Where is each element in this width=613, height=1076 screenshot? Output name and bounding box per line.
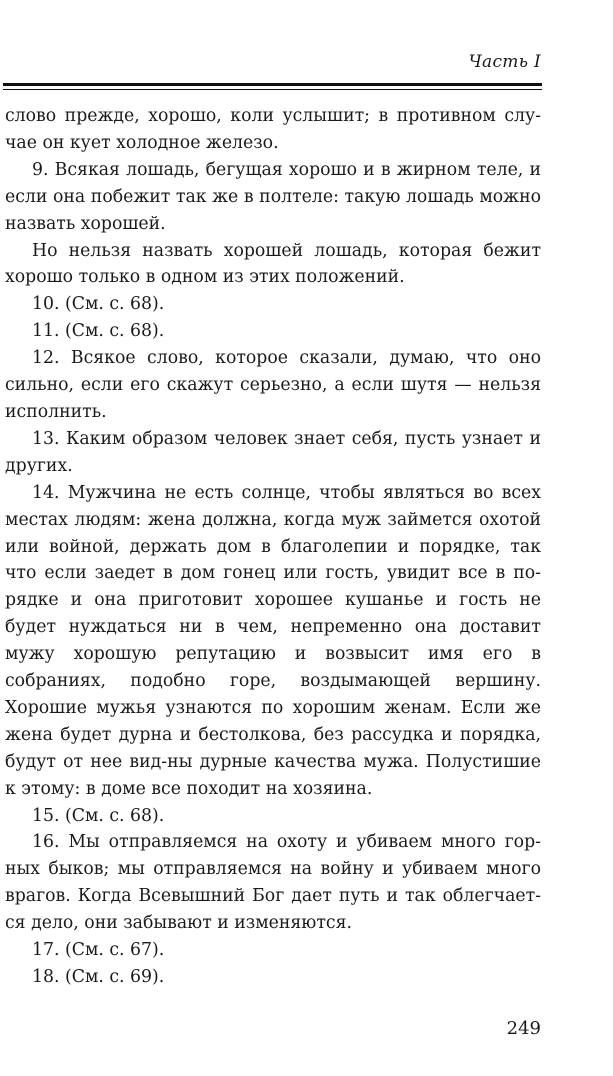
header-rule-thick [3, 83, 542, 86]
paragraph-item-15: 15. (См. с. 68). [32, 805, 165, 826]
paragraph-item-12: 12. Всякое слово, которое сказали, думаю, что оно сильно, если его скажут серьезно, а если шутя — нельзя исполнить. [5, 348, 541, 422]
page-number: 249 [506, 1018, 541, 1039]
paragraph-item-10: 10. (См. с. 68). [32, 294, 165, 315]
paragraph-item-9: 9. Всякая лошадь, бегущая хорошо и в жирном теле, и если она побежит так же в полтеле: такую лошадь можно назвать хорошей. [5, 159, 541, 234]
paragraph-item-13: 13. Каким образом человек знает себя, пусть узнает и других. [5, 428, 541, 476]
paragraph-item-16: 16. Мы отправляемся на охоту и убиваем много гор-ных быков; мы отправляемся на войну и убиваем много врагов. Когда Всевышний Бог дает путь и так облегчает-ся дело, они забывают и изменяются. [5, 832, 541, 934]
paragraph-item-11: 11. (См. с. 68). [32, 321, 165, 342]
header-rule-thin [3, 89, 542, 90]
paragraph-item-14: 14. Мужчина не есть солнце, чтобы являться во всех местах людям: жена должна, когда муж займется охотой или войной, держать дом в благолепии и порядке, так что если заедет в дом гонец или гость, увидит все в по-рядке и она приготовит хорошее кушанье и гость не будет нуждаться ни в чем, непременно она доставит мужу хорошую репутацию и возвысит имя его в собраниях, подобно горе, воздымающей вершину. Хорошие мужья узнаются по хорошим женам. Если же жена будет дурна и бестолкова, без рассудка и порядка, будут от нее вид-ны дурные качества мужа. Полустишие к этому: в доме все походит на хозяина. [5, 482, 541, 799]
running-header: Часть I [468, 52, 541, 72]
paragraph-item-17: 17. (См. с. 67). [32, 940, 165, 961]
paragraph-item-18: 18. (См. с. 69). [32, 967, 165, 987]
paragraph-continuation: слово прежде, хорошо, коли услышит; в противном слу-чае он кует холодное железо. [5, 106, 541, 153]
paragraph-item-9-note: Но нельзя назвать хорошей лошадь, которая бежит хорошо только в одном из этих положений. [5, 240, 541, 288]
body-text [5, 103, 541, 991]
